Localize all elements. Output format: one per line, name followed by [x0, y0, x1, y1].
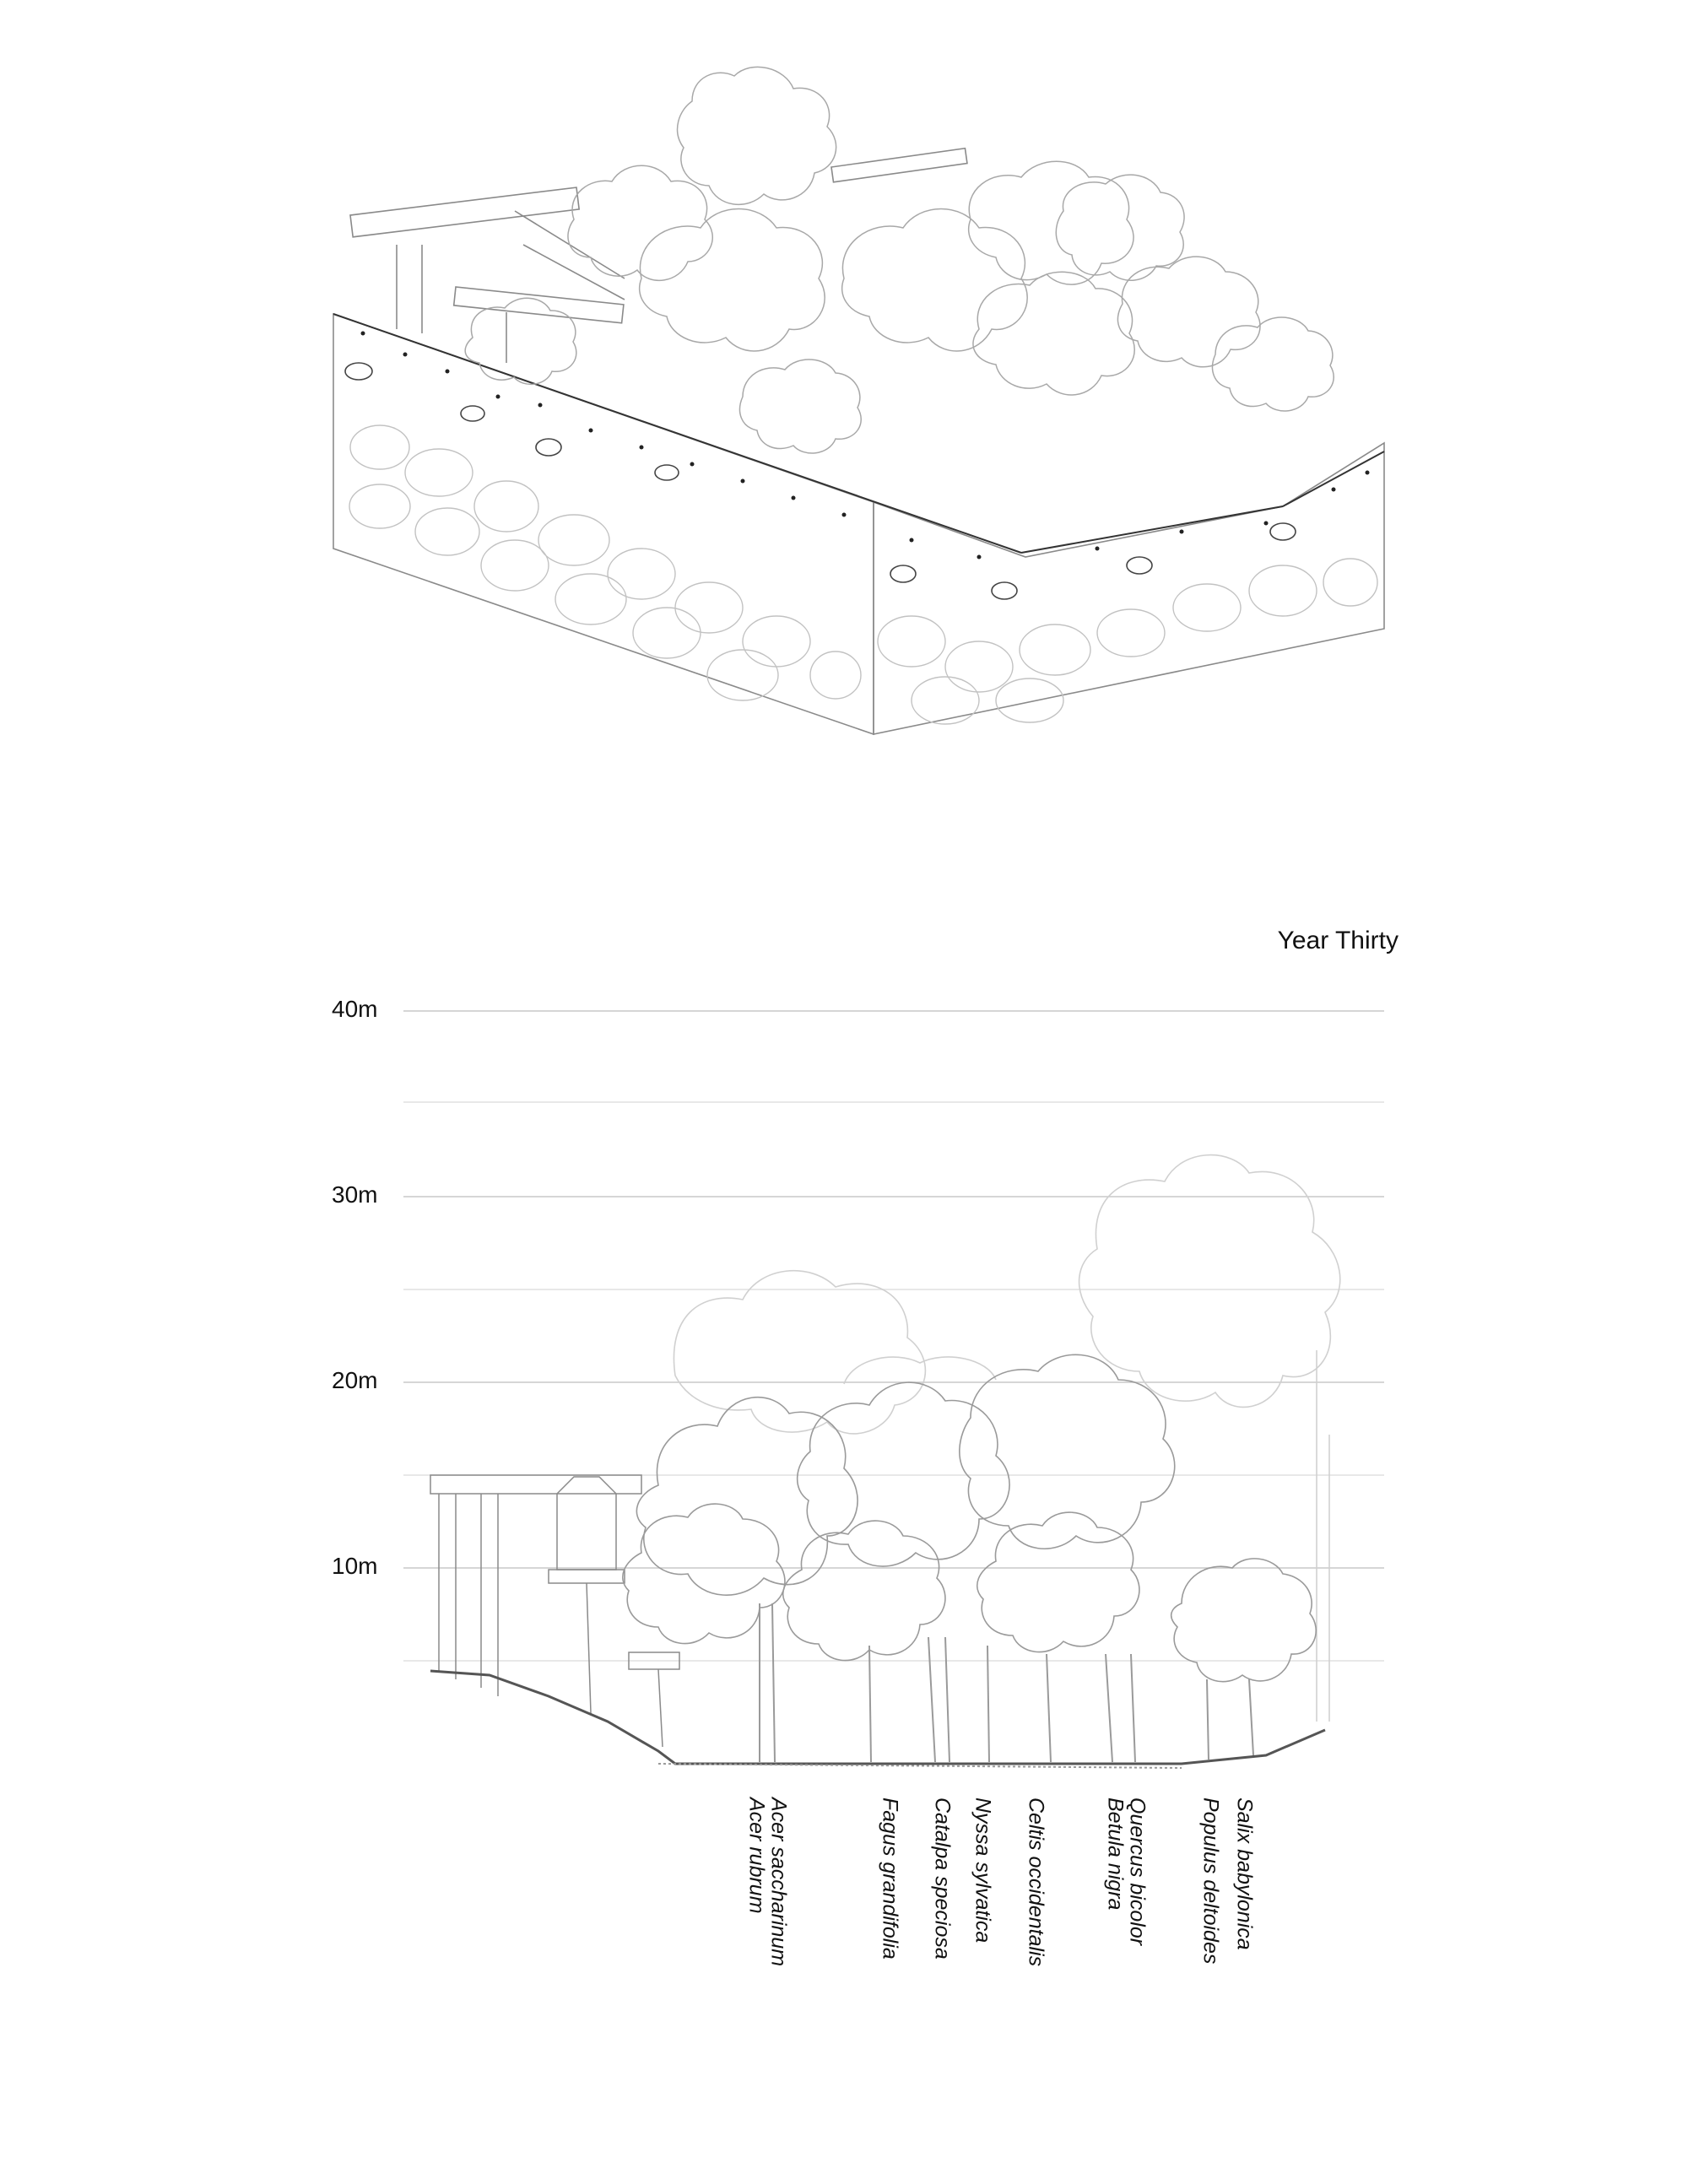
species-label: Salix babylonica	[1232, 1797, 1257, 1950]
species-label: Catalpa speciosa	[930, 1797, 955, 1960]
species-label: Populus deltoides	[1198, 1797, 1223, 1965]
main-canopy	[623, 1354, 1316, 1681]
section-title: Year Thirty	[1277, 927, 1399, 954]
background-canopy	[674, 1155, 1339, 1722]
species-label: Betula nigra	[1103, 1797, 1128, 1911]
height-label-40m: 40m	[332, 996, 378, 1022]
species-label: Celtis occidentalis	[1024, 1797, 1048, 1967]
tree-trunks	[760, 1603, 1253, 1762]
height-label-30m: 30m	[332, 1181, 378, 1208]
species-label: Nyssa sylvatica	[971, 1797, 995, 1943]
ground-profile	[430, 1671, 1325, 1764]
species-label: Acer rubrum	[744, 1797, 769, 1914]
species-label: Acer saccharinum	[766, 1797, 791, 1967]
height-label-10m: 10m	[332, 1553, 378, 1579]
height-label-20m: 20m	[332, 1367, 378, 1393]
species-label: Fagus grandifolia	[878, 1797, 902, 1960]
species-label: Quercus bicolor	[1125, 1797, 1150, 1946]
boardwalk-structure	[430, 1475, 679, 1747]
